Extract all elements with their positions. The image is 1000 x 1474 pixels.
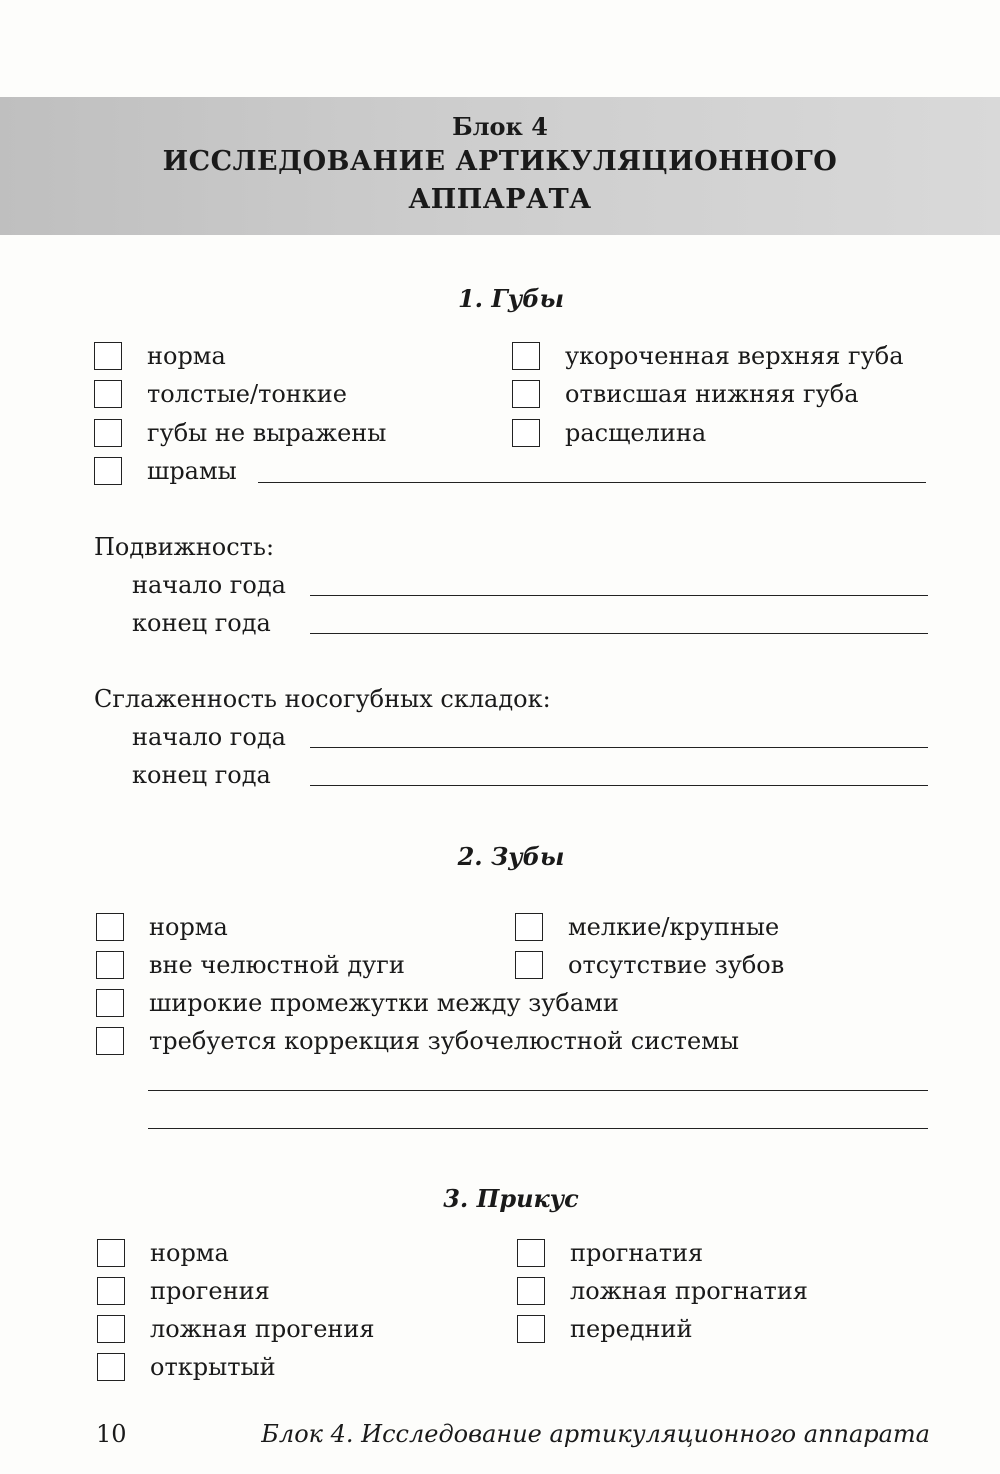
mobility-start-line[interactable]: [310, 595, 928, 596]
option-label: прогения: [150, 1277, 270, 1305]
checkbox[interactable]: [96, 1027, 124, 1055]
option-label: требуется коррекция зубочелюстной системы: [149, 1027, 739, 1055]
option-label: ложная прогения: [150, 1315, 375, 1343]
lips-section-title: 1. Губы: [457, 284, 565, 313]
checkbox[interactable]: [512, 380, 540, 408]
bite-section-title: 3. Прикус: [443, 1184, 579, 1213]
teeth-notes-line-2[interactable]: [148, 1128, 928, 1129]
scars-fill-line[interactable]: [258, 482, 926, 483]
teeth-section-title: 2. Зубы: [457, 842, 565, 871]
block-header-banner: [0, 97, 1000, 235]
checkbox[interactable]: [94, 457, 122, 485]
checkbox[interactable]: [517, 1239, 545, 1267]
option-label: норма: [150, 1239, 229, 1267]
checkbox[interactable]: [96, 989, 124, 1017]
mobility-start-label: начало года: [132, 571, 286, 599]
checkbox[interactable]: [97, 1315, 125, 1343]
option-label: отсутствие зубов: [568, 951, 785, 979]
checkbox[interactable]: [94, 342, 122, 370]
checkbox[interactable]: [97, 1353, 125, 1381]
option-label: укороченная верхняя губа: [565, 342, 904, 370]
folds-end-label: конец года: [132, 761, 271, 789]
block-title-line1: ИССЛЕДОВАНИЕ АРТИКУЛЯЦИОННОГО: [162, 146, 838, 177]
running-title: Блок 4. Исследование артикуляционного аппарата: [261, 1420, 930, 1448]
checkbox[interactable]: [512, 419, 540, 447]
checkbox[interactable]: [515, 951, 543, 979]
checkbox[interactable]: [97, 1277, 125, 1305]
mobility-title: Подвижность:: [94, 533, 275, 561]
option-label: толстые/тонкие: [147, 380, 348, 408]
option-label: широкие промежутки между зубами: [149, 989, 619, 1017]
option-label: отвисшая нижняя губа: [565, 380, 859, 408]
page-number: 10: [96, 1420, 127, 1448]
option-label: открытый: [150, 1353, 276, 1381]
option-label: вне челюстной дуги: [149, 951, 405, 979]
option-label: губы не выражены: [147, 419, 387, 447]
option-label: мелкие/крупные: [568, 913, 780, 941]
block-title-line2: АППАРАТА: [408, 184, 592, 215]
option-label: норма: [149, 913, 228, 941]
folds-start-label: начало года: [132, 723, 286, 751]
checkbox[interactable]: [94, 380, 122, 408]
checkbox[interactable]: [97, 1239, 125, 1267]
checkbox[interactable]: [96, 913, 124, 941]
folds-title: Сглаженность носогубных складок:: [94, 685, 551, 713]
option-label: расщелина: [565, 419, 707, 447]
checkbox[interactable]: [517, 1315, 545, 1343]
option-label: прогнатия: [570, 1239, 704, 1267]
block-number: Блок 4: [452, 112, 548, 141]
checkbox[interactable]: [517, 1277, 545, 1305]
teeth-notes-line-1[interactable]: [148, 1090, 928, 1091]
mobility-end-label: конец года: [132, 609, 271, 637]
checkbox[interactable]: [96, 951, 124, 979]
option-label: ложная прогнатия: [570, 1277, 808, 1305]
option-label: передний: [570, 1315, 693, 1343]
checkbox[interactable]: [512, 342, 540, 370]
folds-start-line[interactable]: [310, 747, 928, 748]
folds-end-line[interactable]: [310, 785, 928, 786]
option-label: норма: [147, 342, 226, 370]
checkbox[interactable]: [515, 913, 543, 941]
mobility-end-line[interactable]: [310, 633, 928, 634]
option-label: шрамы: [147, 457, 237, 485]
checkbox[interactable]: [94, 419, 122, 447]
